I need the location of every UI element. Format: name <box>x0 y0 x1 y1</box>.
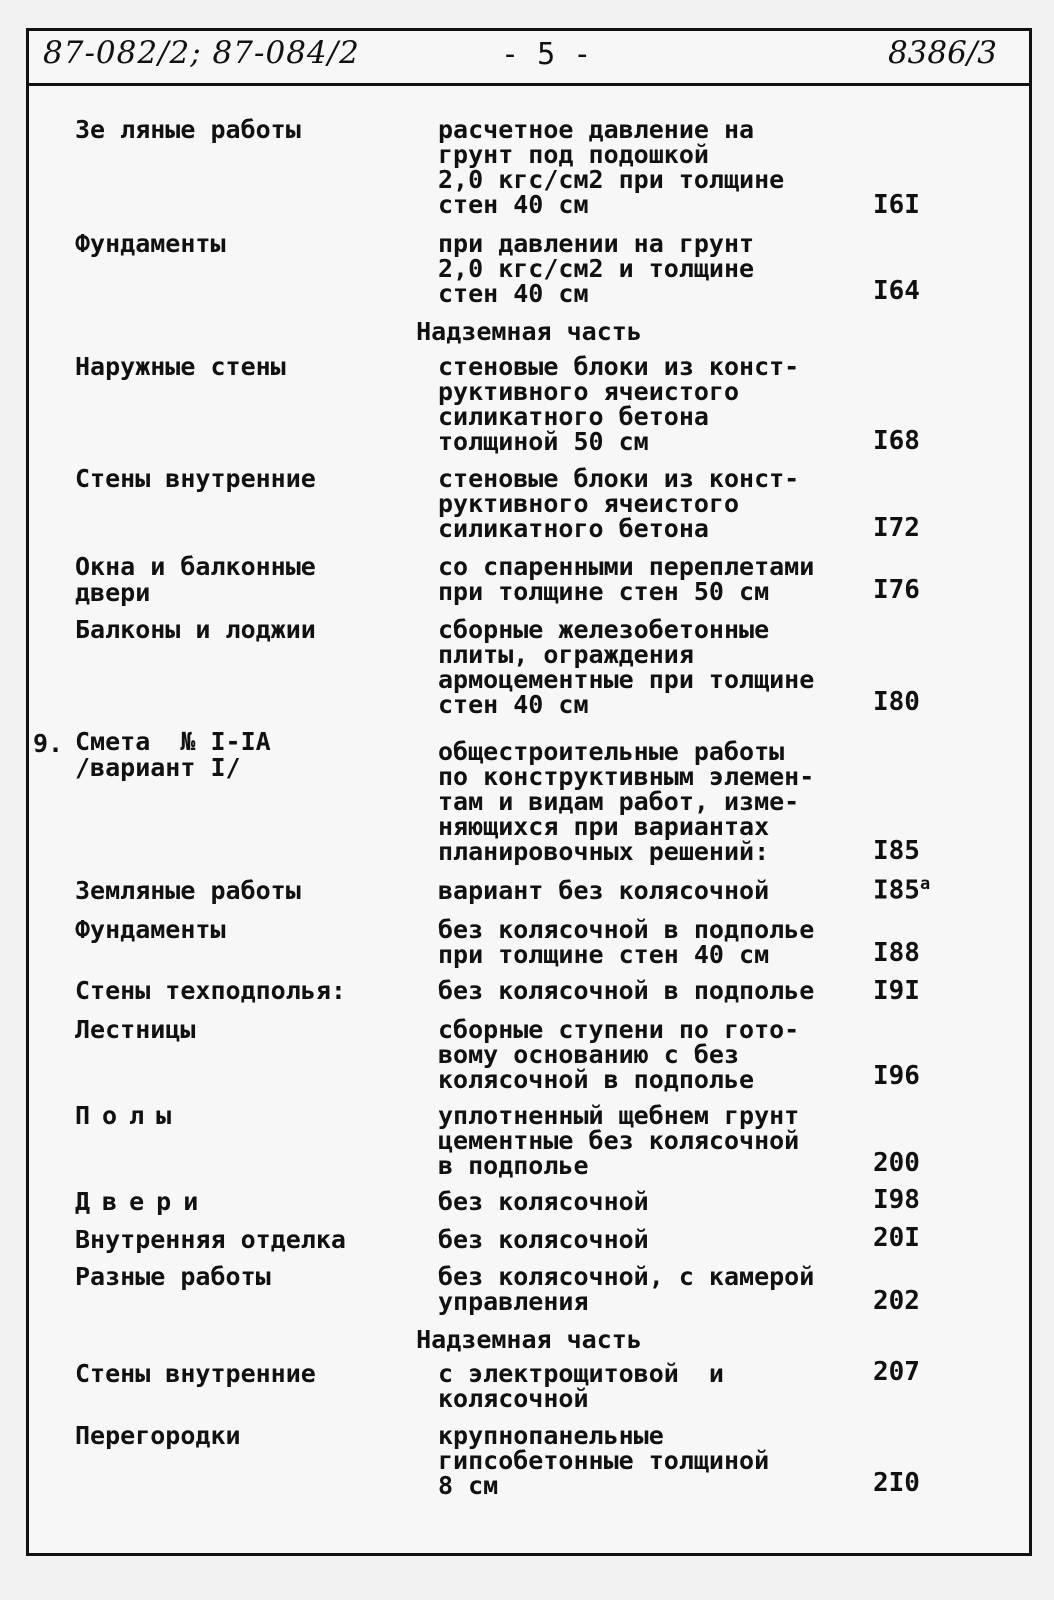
item-label: Стены техподполья: <box>75 976 346 1005</box>
item-description: сборные ступени по гото- вому основанию с без колясочной в подполье <box>438 1015 800 1094</box>
item-page: 2I0 <box>873 1468 920 1498</box>
item-label: Разные работы <box>75 1262 271 1291</box>
item-page: I72 <box>873 513 920 543</box>
item-label: Балконы и лоджии <box>75 615 316 644</box>
item-label: Внутренняя отделка <box>75 1225 346 1254</box>
item-label: Полы <box>75 1101 184 1130</box>
item-page: I98 <box>873 1185 920 1215</box>
item-label: Стены внутренние <box>75 464 316 493</box>
item-description: общестроительные работы по конструктивным элемен- там и видам работ, изме- няющихся при вариантах планировочных решений: <box>438 737 815 866</box>
item-label: Фундаменты <box>75 229 226 258</box>
item-description: стеновые блоки из конст- руктивного ячеистого силикатного бетона толщиной 50 см <box>438 352 800 456</box>
item-description: без колясочной в подполье <box>438 976 815 1005</box>
item-page <box>873 874 930 906</box>
item-label: Зе ляные работы <box>75 115 301 144</box>
item-label: Смета № I-IA /вариант I/ <box>75 727 271 782</box>
item-description: без колясочной в подполье при толщине стен 40 см <box>438 915 815 969</box>
document-sheet <box>26 28 1032 1556</box>
item-description: при давлении на грунт 2,0 кгс/см2 и толщине стен 40 см <box>438 229 755 308</box>
document-id: 8386/3 <box>887 35 997 71</box>
item-number: 9. <box>33 729 64 758</box>
item-page: I9I <box>873 976 920 1006</box>
item-page: 20I <box>873 1223 920 1253</box>
item-description: крупнопанельные гипсобетонные толщиной 8 см <box>438 1421 770 1500</box>
item-description: со спаренными переплетами при толщине стен 50 см <box>438 552 815 606</box>
item-label: Фундаменты <box>75 915 226 944</box>
item-description: без колясочной <box>438 1225 649 1254</box>
item-description: без колясочной <box>438 1187 649 1216</box>
item-page: I64 <box>873 276 920 306</box>
item-page: I6I <box>873 190 920 220</box>
item-page: 202 <box>873 1286 920 1316</box>
item-label: Наружные стены <box>75 352 286 381</box>
item-page: I96 <box>873 1061 920 1091</box>
item-page: 207 <box>873 1357 920 1387</box>
item-page: I88 <box>873 938 920 968</box>
item-page: I80 <box>873 687 920 717</box>
item-page: I76 <box>873 575 920 605</box>
item-label: Перегородки <box>75 1421 241 1450</box>
item-description: без колясочной, с камерой управления <box>438 1262 815 1316</box>
item-description: стеновые блоки из конст- руктивного ячеистого силикатного бетона <box>438 464 800 543</box>
item-page: I68 <box>873 426 920 456</box>
item-page-number: I85 <box>873 875 920 906</box>
item-description: вариант без колясочной <box>438 876 770 905</box>
item-label: Окна и балконные двери <box>75 552 316 607</box>
section-heading: Надземная часть <box>416 1325 642 1354</box>
item-label: Земляные работы <box>75 876 301 905</box>
item-description: сборные железобетонные плиты, ограждения армоцементные при толщине стен 40 см <box>438 615 815 719</box>
item-page: I85 <box>873 836 920 866</box>
item-label: Стены внутренние <box>75 1359 316 1388</box>
section-heading: Надземная часть <box>416 317 642 346</box>
document-codes: 87-082/2; 87-084/2 <box>43 35 360 71</box>
item-label: Двери <box>75 1187 211 1216</box>
item-label: Лестницы <box>75 1015 196 1044</box>
item-page-suffix: а <box>919 874 931 894</box>
item-description: с электрощитовой и колясочной <box>438 1359 724 1413</box>
item-description: уплотненный щебнем грунт цементные без колясочной в подполье <box>438 1101 800 1180</box>
page-header <box>29 31 1029 86</box>
page-number: - 5 - <box>501 37 592 72</box>
item-description: расчетное давление на грунт под подошкой 2,0 кгс/см2 при толщине стен 40 см <box>438 115 785 219</box>
item-page: 200 <box>873 1148 920 1178</box>
